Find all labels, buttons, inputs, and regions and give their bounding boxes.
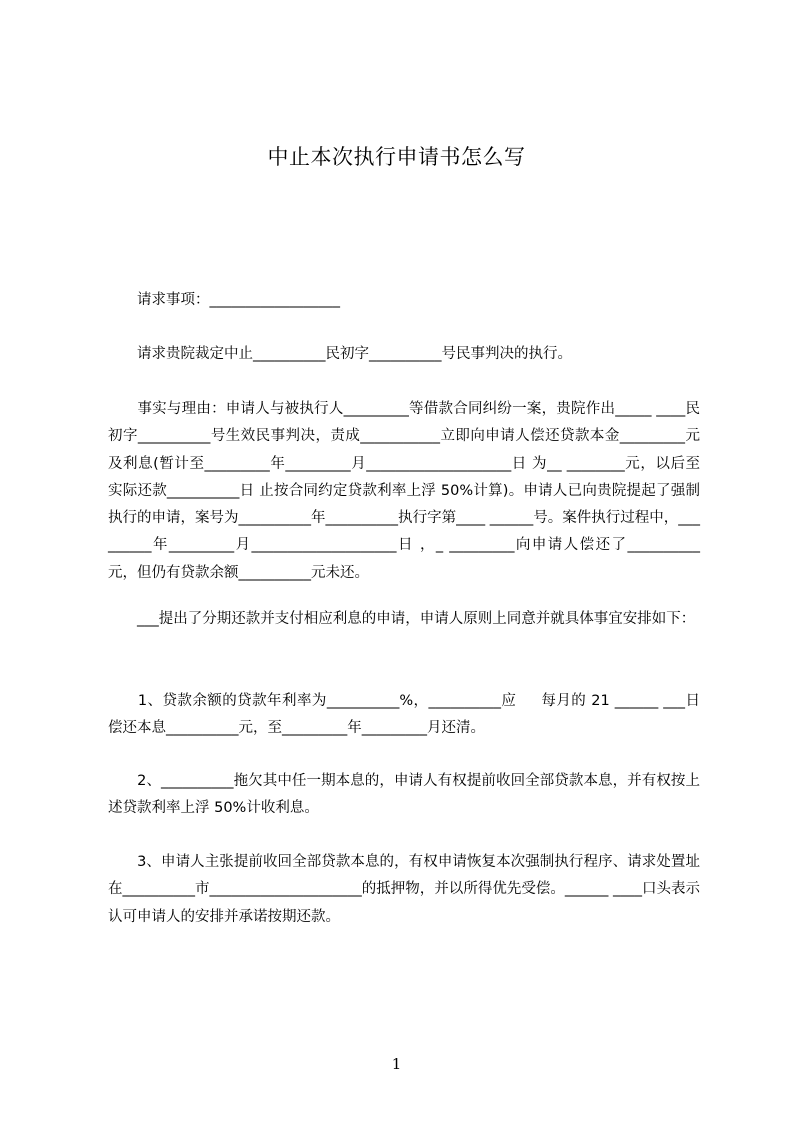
arrangement-item-2: 2、__________拖欠其中任一期本息的，申请人有权提前收回全部贷款本息，并有权按上述贷款利率上浮 50%计收利息。 xyxy=(108,773,700,817)
request-items-paragraph: 请求事项：__________________ xyxy=(108,292,340,308)
request-content-paragraph: 请求贵院裁定中止__________民初字__________号民事判决的执行。 xyxy=(108,346,572,362)
facts-and-reasons-paragraph: 事实与理由：申请人与被执行人_________等借款合同纠纷一案，贵院作出_____ ____民初字__________号生效民事判决，责成___________立即向申请人偿还贷款本金_________元及利息(暂计至_________年_________月____________________日 为__ ________元，以后至实际还款__________日 止按合同约定贷款利率上浮 50%计算)。申请人已向贵院提起了强制执行的申请，案号为__________年__________执行字第____ ______号。案件执行过程中，_________年_________月____________________日 ，_ _________向申请人偿还了__________元，但仍有贷款余额__________元未还。 xyxy=(108,401,700,581)
document-title: 中止本次执行申请书怎么写 xyxy=(267,145,526,169)
arrangement-item-3: 3、申请人主张提前收回全部贷款本息的，有权申请恢复本次强制执行程序、请求处置址在__________市_____________________的抵押物，并以所得优先受偿。______ ____口头表示认可申请人的安排并承诺按期还款。 xyxy=(108,854,700,925)
arrangement-item-1: 1、贷款余额的贷款年利率为__________%，__________应 每月的 21 ______ ___日 偿还本息__________元，至_________年_________月还清。 xyxy=(108,693,700,737)
page-number: 1 xyxy=(391,1055,402,1073)
installment-request-paragraph: ___提出了分期还款并支付相应利息的申请，申请人原则上同意并就具体事宜安排如下： xyxy=(108,611,696,627)
